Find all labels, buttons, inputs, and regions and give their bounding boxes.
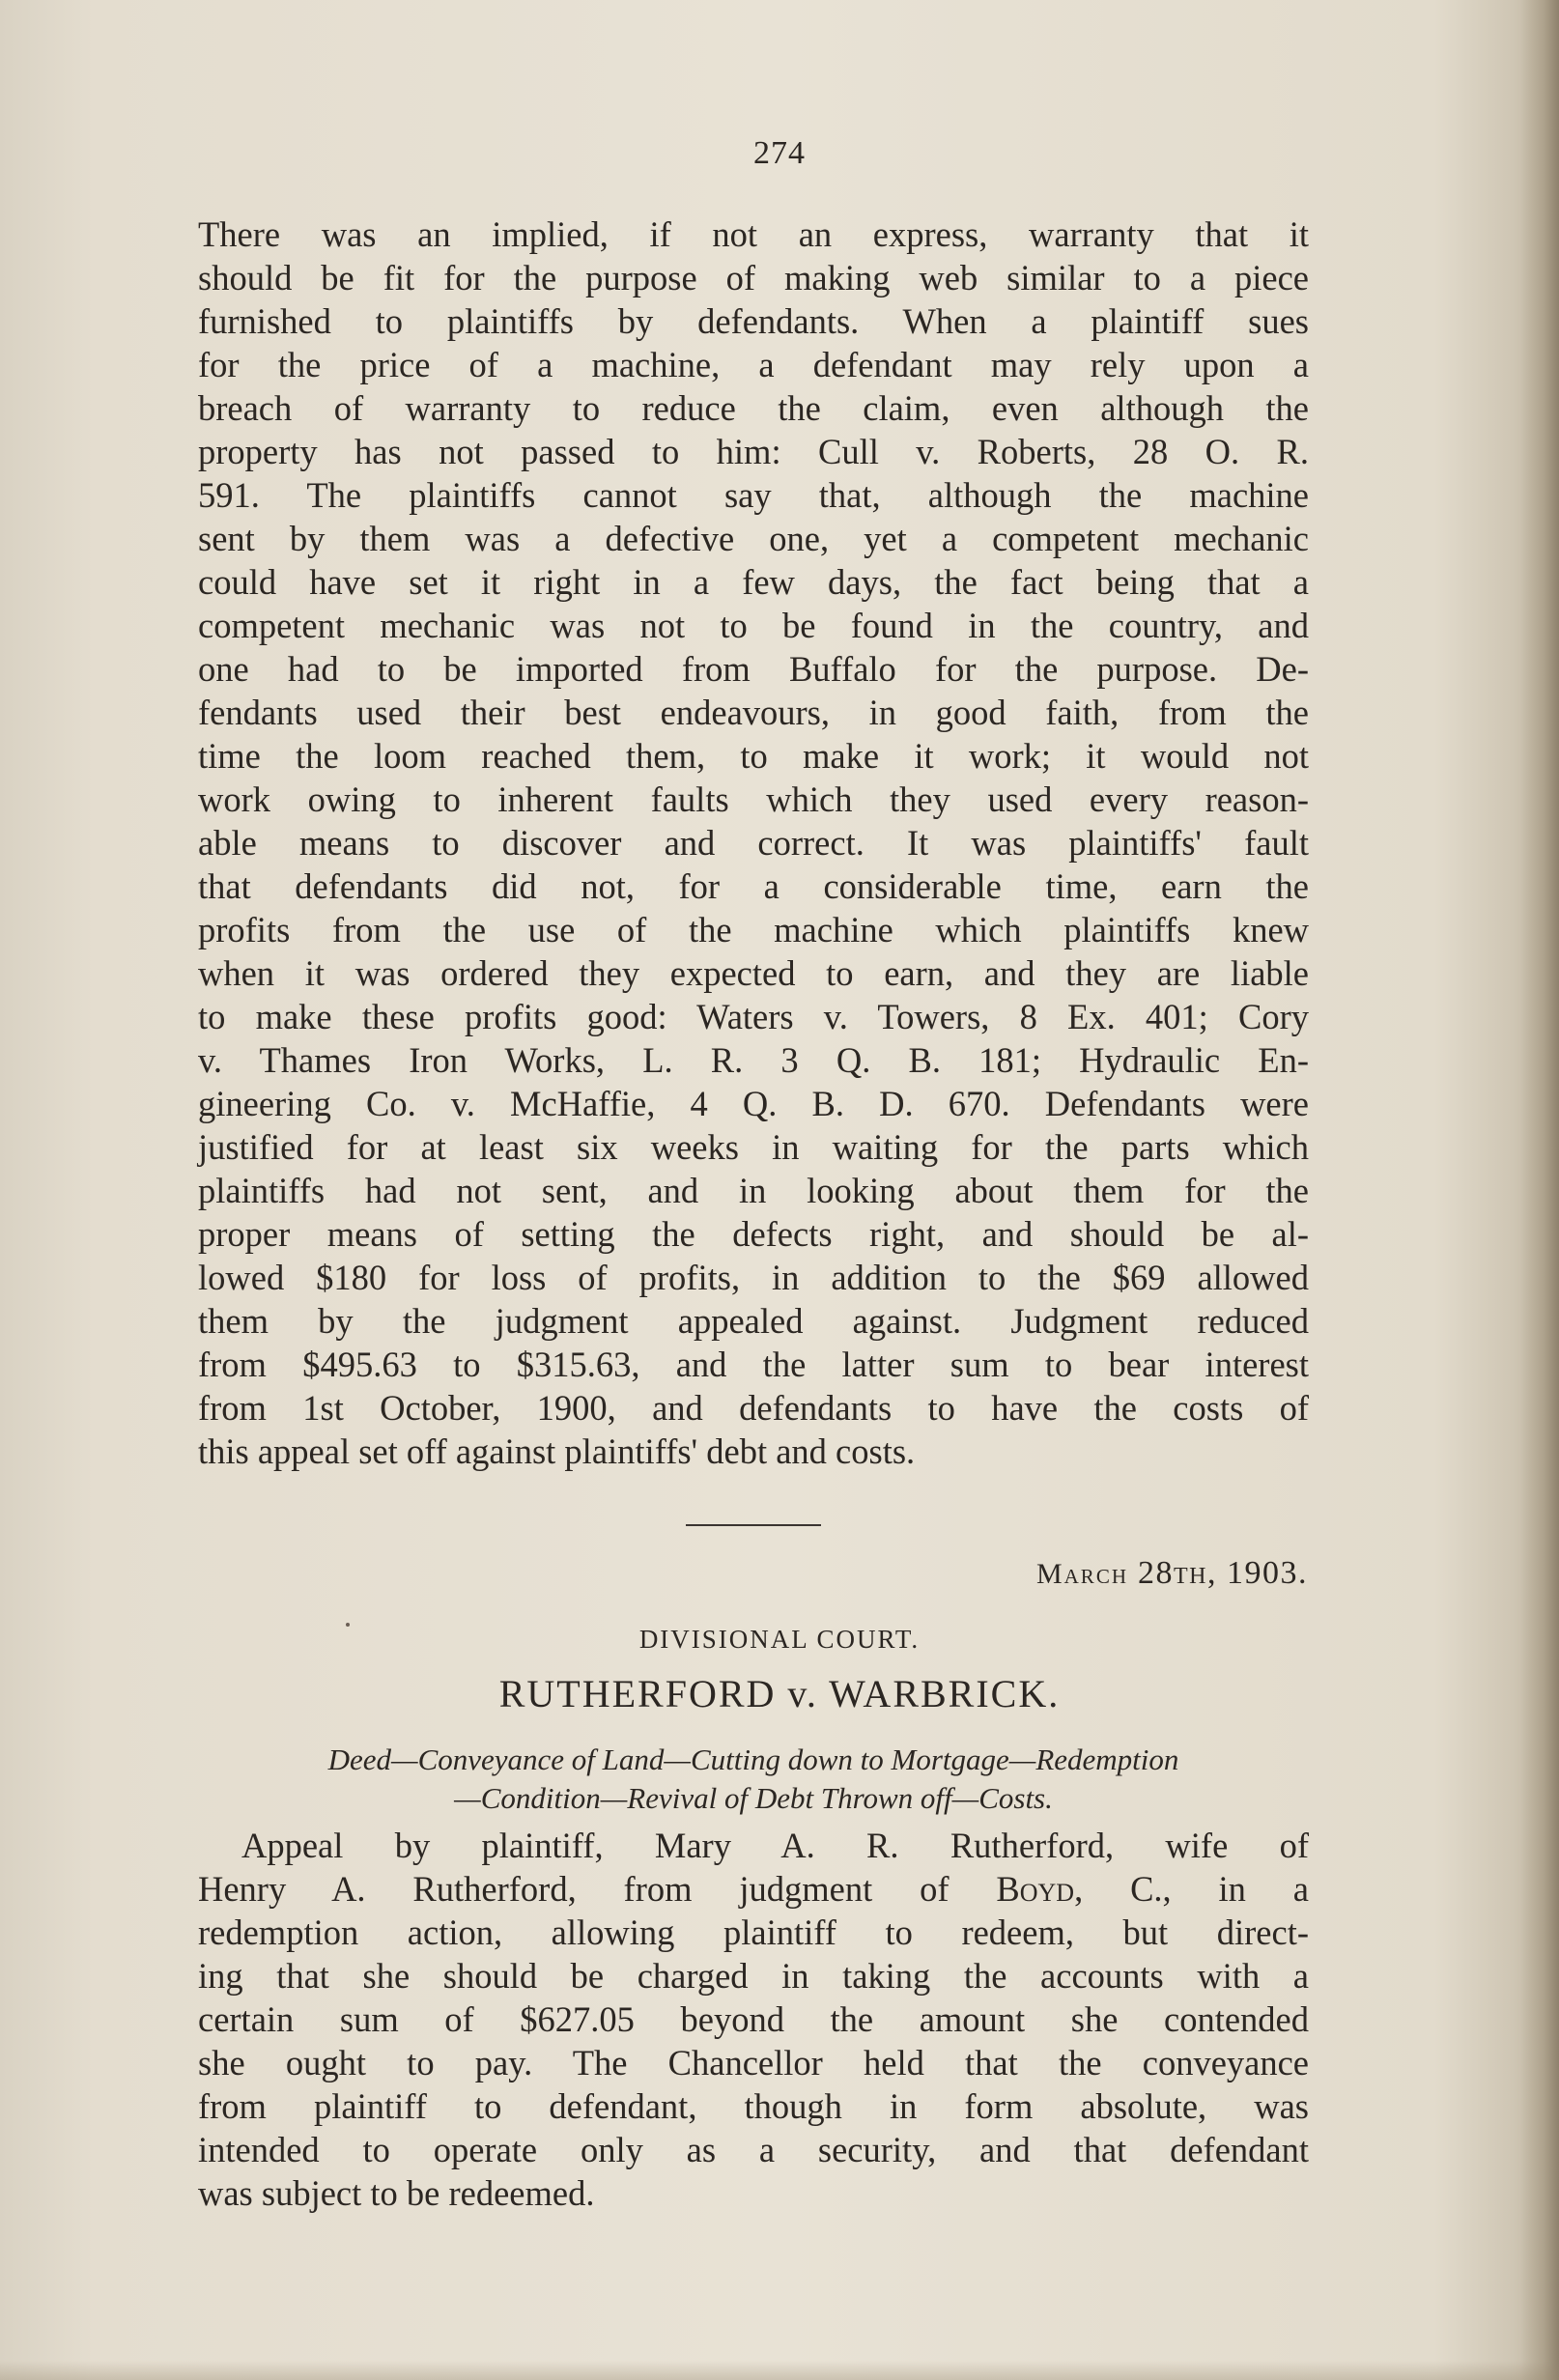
paragraph-line: justified for at least six weeks in waiting for the parts which xyxy=(198,1127,1309,1167)
paragraph-line: plaintiffs had not sent, and in looking about them for the xyxy=(198,1171,1309,1210)
paragraph-line: was subject to be redeemed. xyxy=(198,2173,595,2213)
paragraph-line: from 1st October, 1900, and defendants to have the costs of xyxy=(198,1388,1309,1428)
paragraph-line: fendants used their best endeavours, in good faith, from the xyxy=(198,693,1309,732)
headnote-line: Deed—Conveyance of Land—Cutting down to Mortgage—Redemption xyxy=(327,1742,1179,1776)
paragraph-line: proper means of setting the defects right, and should be al- xyxy=(198,1214,1309,1254)
paragraph-line: 591. The plaintiffs cannot say that, although the machine xyxy=(198,475,1309,515)
paragraph-line: from plaintiff to defendant, though in form absolute, was xyxy=(198,2086,1309,2126)
paragraph-line: from $495.63 to $315.63, and the latter sum to bear interest xyxy=(198,1345,1309,1384)
paragraph-line: work owing to inherent faults which they used every reason- xyxy=(198,779,1309,819)
paragraph-line: lowed $180 for loss of profits, in addition to the $69 allowed xyxy=(198,1258,1309,1297)
paragraph-line: one had to be imported from Buffalo for the purpose. De- xyxy=(198,649,1309,689)
paragraph-line: There was an implied, if not an express, warranty that it xyxy=(198,214,1309,254)
case-title: RUTHERFORD v. WARBRICK. xyxy=(498,1672,1061,1715)
paragraph-line: furnished to plaintiffs by defendants. When a plaintiff sues xyxy=(198,301,1309,341)
paragraph-line: ing that she should be charged in taking the accounts with a xyxy=(198,1956,1309,1996)
paragraph-line: them by the judgment appealed against. Judgment reduced xyxy=(198,1301,1309,1341)
paragraph-line: property has not passed to him: Cull v. Roberts, 28 O. R. xyxy=(198,432,1309,471)
paragraph-line: this appeal set off against plaintiffs' debt and costs. xyxy=(198,1431,916,1471)
paragraph-line: Appeal by plaintiff, Mary A. R. Rutherford, wife of xyxy=(241,1826,1309,1865)
paragraph-line: for the price of a machine, a defendant may rely upon a xyxy=(198,345,1309,384)
headnote-line: —Condition—Revival of Debt Thrown off—Costs. xyxy=(454,1781,1053,1815)
date-rest: 28th, 1903. xyxy=(1138,1555,1308,1591)
paragraph-line: should be fit for the purpose of making web similar to a piece xyxy=(198,258,1309,298)
paragraph-line: breach of warranty to reduce the claim, even although the xyxy=(198,388,1309,428)
headnote xyxy=(198,1741,1309,1818)
paragraph-line: redemption action, allowing plaintiff to redeem, but direct- xyxy=(198,1912,1309,1952)
paragraph-appeal xyxy=(198,1824,1309,2215)
paragraph-line: to make these profits good: Waters v. Towers, 8 Ex. 401; Cory xyxy=(198,997,1309,1036)
paragraph-line: when it was ordered they expected to earn, and they are liable xyxy=(198,953,1309,993)
date-month: March xyxy=(1035,1558,1128,1590)
paragraph-line: profits from the use of the machine which plaintiffs knew xyxy=(198,910,1309,949)
paragraph-line: able means to discover and correct. It was plaintiffs' fault xyxy=(198,823,1309,863)
page-bottom-edge xyxy=(0,2361,1559,2380)
paragraph-line: competent mechanic was not to be found in the country, and xyxy=(198,606,1309,645)
paragraph-argument xyxy=(198,212,1309,1473)
paragraph-line: could have set it right in a few days, the fact being that a xyxy=(198,562,1309,602)
page-edge-shadow xyxy=(1520,0,1559,2380)
paragraph-line: gineering Co. v. McHaffie, 4 Q. B. D. 670. Defendants were xyxy=(198,1084,1309,1123)
paragraph-line: intended to operate only as a security, and that defendant xyxy=(198,2130,1309,2169)
paragraph-line: Henry A. Rutherford, from judgment of Boyd, C., in a xyxy=(198,1869,1309,1909)
decision-date xyxy=(1036,1555,1308,1592)
paragraph-line: she ought to pay. The Chancellor held that the conveyance xyxy=(198,2043,1309,2082)
section-divider xyxy=(686,1524,821,1526)
court-name: DIVISIONAL COURT. xyxy=(638,1625,921,1654)
paragraph-line: certain sum of $627.05 beyond the amount she contended xyxy=(198,1999,1309,2039)
page-number: 274 xyxy=(753,135,806,171)
judge-name: Boyd xyxy=(996,1869,1075,1909)
paragraph-line: sent by them was a defective one, yet a competent mechanic xyxy=(198,519,1309,558)
paragraph-line: that defendants did not, for a considerable time, earn the xyxy=(198,866,1309,906)
paragraph-line: time the loom reached them, to make it work; it would not xyxy=(198,736,1309,776)
paragraph-line: v. Thames Iron Works, L. R. 3 Q. B. 181; Hydraulic En- xyxy=(198,1040,1309,1080)
